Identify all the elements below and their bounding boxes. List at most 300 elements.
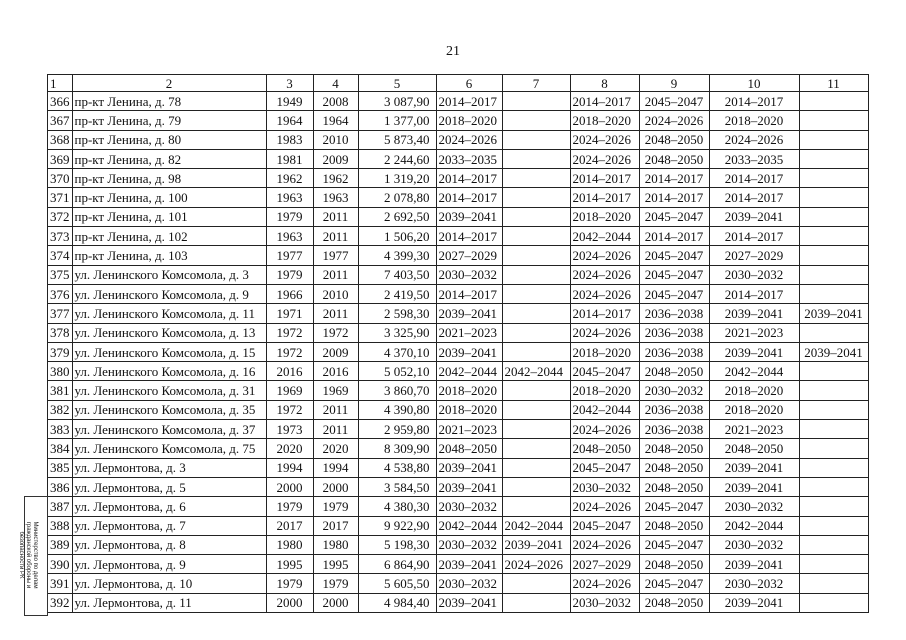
period-col8-cell: 2024–2026: [570, 323, 639, 342]
table-row: [48, 265, 869, 284]
address-cell: ул. Ленинского Комсомола, д. 15: [72, 342, 266, 361]
year-renovated-cell: 1995: [313, 555, 358, 574]
period-col10-cell: 2018–2020: [709, 381, 799, 400]
period-col6-cell: 2042–2044: [436, 362, 502, 381]
year-built-cell: 1979: [266, 265, 313, 284]
year-built-cell: 1971: [266, 304, 313, 323]
column-header-1: 1: [48, 75, 73, 92]
table-row: [48, 516, 869, 535]
row-number-cell: 373: [48, 227, 73, 246]
year-built-cell: 2016: [266, 362, 313, 381]
area-cell: 9 922,90: [358, 516, 436, 535]
table-row: [48, 381, 869, 400]
period-col10-cell: 2014–2017: [709, 92, 799, 111]
period-col10-cell: 2014–2017: [709, 227, 799, 246]
year-renovated-cell: 2011: [313, 304, 358, 323]
address-cell: пр-кт Ленина, д. 103: [72, 246, 266, 265]
stamp-text: [16, 490, 38, 620]
year-built-cell: 1980: [266, 535, 313, 554]
year-built-cell: 1972: [266, 342, 313, 361]
address-cell: пр-кт Ленина, д. 82: [72, 149, 266, 168]
area-cell: 8 309,90: [358, 439, 436, 458]
period-col9-cell: 2045–2047: [639, 265, 709, 284]
period-col7-cell: 2042–2044: [502, 362, 570, 381]
period-col11-cell: [799, 420, 868, 439]
period-col9-cell: 2045–2047: [639, 207, 709, 226]
period-col9-cell: 2048–2050: [639, 439, 709, 458]
period-col9-cell: 2045–2047: [639, 497, 709, 516]
period-col9-cell: 2014–2017: [639, 188, 709, 207]
period-col6-cell: 2033–2035: [436, 149, 502, 168]
period-col6-cell: 2030–2032: [436, 497, 502, 516]
table-row: [48, 111, 869, 130]
table-row: [48, 169, 869, 188]
period-col8-cell: 2030–2032: [570, 477, 639, 496]
period-col7-cell: [502, 458, 570, 477]
period-col8-cell: 2045–2047: [570, 362, 639, 381]
area-cell: 3 584,50: [358, 477, 436, 496]
year-renovated-cell: 2017: [313, 516, 358, 535]
period-col8-cell: 2027–2029: [570, 555, 639, 574]
year-built-cell: 2000: [266, 593, 313, 612]
address-cell: пр-кт Ленина, д. 98: [72, 169, 266, 188]
address-cell: ул. Лермонтова, д. 3: [72, 458, 266, 477]
row-number-cell: 375: [48, 265, 73, 284]
period-col10-cell: 2014–2017: [709, 284, 799, 303]
period-col6-cell: 2024–2026: [436, 130, 502, 149]
row-number-cell: 379: [48, 342, 73, 361]
period-col6-cell: 2030–2032: [436, 265, 502, 284]
table-row: [48, 497, 869, 516]
area-cell: 3 087,90: [358, 92, 436, 111]
period-col8-cell: 2018–2020: [570, 111, 639, 130]
period-col8-cell: 2024–2026: [570, 420, 639, 439]
period-col11-cell: [799, 169, 868, 188]
period-col11-cell: [799, 149, 868, 168]
stamp: [6, 496, 54, 616]
address-cell: ул. Ленинского Комсомола, д. 11: [72, 304, 266, 323]
row-number-cell: 376: [48, 284, 73, 303]
period-col11-cell: [799, 516, 868, 535]
area-cell: 4 399,30: [358, 246, 436, 265]
address-cell: ул. Лермонтова, д. 11: [72, 593, 266, 612]
period-col9-cell: 2048–2050: [639, 149, 709, 168]
period-col7-cell: [502, 111, 570, 130]
area-cell: 4 984,40: [358, 593, 436, 612]
stamp-line: Министерство по делам: [32, 521, 38, 589]
area-cell: 5 052,10: [358, 362, 436, 381]
table-row: [48, 246, 869, 265]
year-renovated-cell: 2011: [313, 265, 358, 284]
year-built-cell: 1994: [266, 458, 313, 477]
period-col11-cell: [799, 477, 868, 496]
period-col8-cell: 2048–2050: [570, 439, 639, 458]
period-col6-cell: 2027–2029: [436, 246, 502, 265]
period-col7-cell: 2042–2044: [502, 516, 570, 535]
period-col8-cell: 2018–2020: [570, 207, 639, 226]
column-header-8: 8: [570, 75, 639, 92]
area-cell: 5 605,50: [358, 574, 436, 593]
period-col6-cell: 2039–2041: [436, 304, 502, 323]
row-number-cell: 387: [48, 497, 73, 516]
area-cell: 2 244,60: [358, 149, 436, 168]
row-number-cell: 371: [48, 188, 73, 207]
year-renovated-cell: 2000: [313, 593, 358, 612]
period-col6-cell: 2039–2041: [436, 477, 502, 496]
period-col11-cell: [799, 439, 868, 458]
period-col9-cell: 2048–2050: [639, 458, 709, 477]
area-cell: 2 959,80: [358, 420, 436, 439]
period-col8-cell: 2024–2026: [570, 284, 639, 303]
column-header-11: 11: [799, 75, 868, 92]
address-cell: ул. Ленинского Комсомола, д. 31: [72, 381, 266, 400]
period-col11-cell: [799, 323, 868, 342]
period-col6-cell: 2021–2023: [436, 323, 502, 342]
header-row: [48, 75, 869, 92]
period-col8-cell: 2018–2020: [570, 342, 639, 361]
area-cell: 4 538,80: [358, 458, 436, 477]
period-col6-cell: 2014–2017: [436, 284, 502, 303]
period-col11-cell: [799, 227, 868, 246]
address-cell: ул. Ленинского Комсомола, д. 9: [72, 284, 266, 303]
period-col11-cell: [799, 381, 868, 400]
period-col10-cell: 2042–2044: [709, 362, 799, 381]
period-col8-cell: 2042–2044: [570, 400, 639, 419]
period-col9-cell: 2048–2050: [639, 477, 709, 496]
period-col9-cell: 2048–2050: [639, 362, 709, 381]
year-built-cell: 1962: [266, 169, 313, 188]
area-cell: 4 380,30: [358, 497, 436, 516]
year-built-cell: 2000: [266, 477, 313, 496]
row-number-cell: 372: [48, 207, 73, 226]
year-renovated-cell: 1977: [313, 246, 358, 265]
period-col6-cell: 2039–2041: [436, 207, 502, 226]
period-col10-cell: 2039–2041: [709, 342, 799, 361]
address-cell: пр-кт Ленина, д. 78: [72, 92, 266, 111]
period-col10-cell: 2030–2032: [709, 265, 799, 284]
period-col9-cell: 2024–2026: [639, 111, 709, 130]
table-row: [48, 207, 869, 226]
period-col9-cell: 2014–2017: [639, 227, 709, 246]
period-col9-cell: 2045–2047: [639, 284, 709, 303]
year-renovated-cell: 1972: [313, 323, 358, 342]
period-col10-cell: 2024–2026: [709, 130, 799, 149]
row-number-cell: 366: [48, 92, 73, 111]
area-cell: 4 390,80: [358, 400, 436, 419]
period-col7-cell: [502, 593, 570, 612]
period-col9-cell: 2048–2050: [639, 130, 709, 149]
table-row: [48, 323, 869, 342]
year-built-cell: 1979: [266, 574, 313, 593]
column-header-3: 3: [266, 75, 313, 92]
period-col8-cell: 2014–2017: [570, 188, 639, 207]
address-cell: пр-кт Ленина, д. 102: [72, 227, 266, 246]
period-col7-cell: [502, 284, 570, 303]
year-built-cell: 1963: [266, 188, 313, 207]
row-number-cell: 383: [48, 420, 73, 439]
period-col8-cell: 2030–2032: [570, 593, 639, 612]
period-col10-cell: 2039–2041: [709, 593, 799, 612]
page-number: 21: [446, 44, 460, 59]
period-col9-cell: 2036–2038: [639, 323, 709, 342]
period-col7-cell: [502, 92, 570, 111]
table-row: [48, 458, 869, 477]
period-col6-cell: 2039–2041: [436, 342, 502, 361]
period-col7-cell: [502, 169, 570, 188]
row-number-cell: 388: [48, 516, 73, 535]
area-cell: 2 419,50: [358, 284, 436, 303]
period-col11-cell: [799, 574, 868, 593]
year-renovated-cell: 2011: [313, 227, 358, 246]
year-built-cell: 1963: [266, 227, 313, 246]
area-cell: 1 377,00: [358, 111, 436, 130]
row-number-cell: 385: [48, 458, 73, 477]
year-renovated-cell: 1964: [313, 111, 358, 130]
period-col11-cell: [799, 497, 868, 516]
period-col11-cell: [799, 111, 868, 130]
period-col11-cell: [799, 400, 868, 419]
period-col10-cell: 2030–2032: [709, 497, 799, 516]
year-built-cell: 1979: [266, 207, 313, 226]
period-col10-cell: 2048–2050: [709, 439, 799, 458]
year-renovated-cell: 2011: [313, 207, 358, 226]
year-built-cell: 1995: [266, 555, 313, 574]
year-built-cell: 2020: [266, 439, 313, 458]
period-col9-cell: 2045–2047: [639, 92, 709, 111]
row-number-cell: 380: [48, 362, 73, 381]
period-col6-cell: 2030–2032: [436, 574, 502, 593]
schedule-table: [47, 74, 869, 613]
period-col10-cell: 2014–2017: [709, 188, 799, 207]
year-renovated-cell: 2011: [313, 400, 358, 419]
row-number-cell: 382: [48, 400, 73, 419]
period-col11-cell: [799, 555, 868, 574]
period-col8-cell: 2024–2026: [570, 535, 639, 554]
stamp-line: гражданской обороны и: [25, 521, 31, 589]
period-col7-cell: [502, 304, 570, 323]
period-col11-cell: [799, 593, 868, 612]
year-built-cell: 1949: [266, 92, 313, 111]
address-cell: ул. Ленинского Комсомола, д. 13: [72, 323, 266, 342]
year-built-cell: 2017: [266, 516, 313, 535]
year-built-cell: 1983: [266, 130, 313, 149]
period-col11-cell: [799, 362, 868, 381]
address-cell: ул. Лермонтова, д. 7: [72, 516, 266, 535]
area-cell: 7 403,50: [358, 265, 436, 284]
period-col11-cell: [799, 92, 868, 111]
row-number-cell: 392: [48, 593, 73, 612]
year-renovated-cell: 2020: [313, 439, 358, 458]
column-header-10: 10: [709, 75, 799, 92]
year-renovated-cell: 2009: [313, 149, 358, 168]
row-number-cell: 374: [48, 246, 73, 265]
area-cell: 3 860,70: [358, 381, 436, 400]
address-cell: пр-кт Ленина, д. 80: [72, 130, 266, 149]
period-col10-cell: 2014–2017: [709, 169, 799, 188]
period-col8-cell: 2024–2026: [570, 497, 639, 516]
table-row: [48, 535, 869, 554]
period-col10-cell: 2039–2041: [709, 304, 799, 323]
period-col6-cell: 2014–2017: [436, 169, 502, 188]
year-renovated-cell: 2000: [313, 477, 358, 496]
area-cell: 6 864,90: [358, 555, 436, 574]
row-number-cell: 381: [48, 381, 73, 400]
area-cell: 3 325,90: [358, 323, 436, 342]
column-header-4: 4: [313, 75, 358, 92]
period-col8-cell: 2045–2047: [570, 458, 639, 477]
period-col8-cell: 2024–2026: [570, 149, 639, 168]
table-row: [48, 574, 869, 593]
period-col9-cell: 2045–2047: [639, 246, 709, 265]
address-cell: ул. Лермонтова, д. 10: [72, 574, 266, 593]
table-row: [48, 130, 869, 149]
area-cell: 2 692,50: [358, 207, 436, 226]
period-col7-cell: [502, 497, 570, 516]
year-built-cell: 1969: [266, 381, 313, 400]
period-col6-cell: 2014–2017: [436, 188, 502, 207]
area-cell: 1 319,20: [358, 169, 436, 188]
address-cell: ул. Лермонтова, д. 9: [72, 555, 266, 574]
year-built-cell: 1977: [266, 246, 313, 265]
address-cell: ул. Лермонтова, д. 5: [72, 477, 266, 496]
year-renovated-cell: 1994: [313, 458, 358, 477]
area-cell: 5 198,30: [358, 535, 436, 554]
period-col6-cell: 2048–2050: [436, 439, 502, 458]
period-col6-cell: 2018–2020: [436, 400, 502, 419]
period-col9-cell: 2036–2038: [639, 420, 709, 439]
table-row: [48, 342, 869, 361]
table-row: [48, 593, 869, 612]
period-col11-cell: [799, 246, 868, 265]
row-number-cell: 386: [48, 477, 73, 496]
period-col7-cell: [502, 381, 570, 400]
row-number-cell: 378: [48, 323, 73, 342]
period-col11-cell: 2039–2041: [799, 342, 868, 361]
address-cell: пр-кт Ленина, д. 101: [72, 207, 266, 226]
period-col11-cell: [799, 284, 868, 303]
period-col9-cell: 2048–2050: [639, 555, 709, 574]
year-renovated-cell: 2016: [313, 362, 358, 381]
period-col10-cell: 2030–2032: [709, 574, 799, 593]
period-col9-cell: 2036–2038: [639, 304, 709, 323]
period-col8-cell: 2024–2026: [570, 130, 639, 149]
area-cell: 2 078,80: [358, 188, 436, 207]
row-number-cell: 389: [48, 535, 73, 554]
period-col6-cell: 2014–2017: [436, 92, 502, 111]
year-built-cell: 1981: [266, 149, 313, 168]
period-col7-cell: 2024–2026: [502, 555, 570, 574]
table-row: [48, 362, 869, 381]
year-renovated-cell: 2010: [313, 130, 358, 149]
period-col10-cell: 2042–2044: [709, 516, 799, 535]
table-row: [48, 420, 869, 439]
period-col9-cell: 2045–2047: [639, 574, 709, 593]
year-built-cell: 1966: [266, 284, 313, 303]
period-col9-cell: 2048–2050: [639, 593, 709, 612]
period-col7-cell: 2039–2041: [502, 535, 570, 554]
address-cell: ул. Ленинского Комсомола, д. 3: [72, 265, 266, 284]
year-renovated-cell: 1963: [313, 188, 358, 207]
period-col11-cell: 2039–2041: [799, 304, 868, 323]
period-col8-cell: 2014–2017: [570, 304, 639, 323]
column-header-6: 6: [436, 75, 502, 92]
period-col10-cell: 2021–2023: [709, 420, 799, 439]
period-col10-cell: 2018–2020: [709, 111, 799, 130]
column-header-5: 5: [358, 75, 436, 92]
period-col7-cell: [502, 149, 570, 168]
period-col7-cell: [502, 439, 570, 458]
row-number-cell: 384: [48, 439, 73, 458]
period-col6-cell: 2014–2017: [436, 227, 502, 246]
year-built-cell: 1972: [266, 400, 313, 419]
table-row: [48, 555, 869, 574]
period-col9-cell: 2030–2032: [639, 381, 709, 400]
area-cell: 5 873,40: [358, 130, 436, 149]
period-col11-cell: [799, 535, 868, 554]
period-col9-cell: 2036–2038: [639, 400, 709, 419]
year-built-cell: 1979: [266, 497, 313, 516]
period-col8-cell: 2024–2026: [570, 265, 639, 284]
year-renovated-cell: 2008: [313, 92, 358, 111]
period-col7-cell: [502, 400, 570, 419]
year-renovated-cell: 1969: [313, 381, 358, 400]
period-col9-cell: 2048–2050: [639, 516, 709, 535]
period-col7-cell: [502, 246, 570, 265]
row-number-cell: 367: [48, 111, 73, 130]
period-col6-cell: 2018–2020: [436, 111, 502, 130]
table-row: [48, 400, 869, 419]
period-col10-cell: 2039–2041: [709, 458, 799, 477]
area-cell: 1 506,20: [358, 227, 436, 246]
period-col7-cell: [502, 130, 570, 149]
period-col8-cell: 2014–2017: [570, 169, 639, 188]
year-renovated-cell: 2009: [313, 342, 358, 361]
period-col6-cell: 2039–2041: [436, 458, 502, 477]
address-cell: ул. Ленинского Комсомола, д. 16: [72, 362, 266, 381]
year-renovated-cell: 1979: [313, 574, 358, 593]
period-col11-cell: [799, 265, 868, 284]
table-row: [48, 92, 869, 111]
row-number-cell: 391: [48, 574, 73, 593]
year-renovated-cell: 1979: [313, 497, 358, 516]
area-cell: 2 598,30: [358, 304, 436, 323]
year-built-cell: 1964: [266, 111, 313, 130]
row-number-cell: 370: [48, 169, 73, 188]
table-row: [48, 227, 869, 246]
period-col11-cell: [799, 188, 868, 207]
row-number-cell: 369: [48, 149, 73, 168]
address-cell: ул. Ленинского Комсомола, д. 75: [72, 439, 266, 458]
period-col10-cell: 2018–2020: [709, 400, 799, 419]
year-built-cell: 1972: [266, 323, 313, 342]
period-col10-cell: 2039–2041: [709, 207, 799, 226]
period-col8-cell: 2045–2047: [570, 516, 639, 535]
period-col7-cell: [502, 227, 570, 246]
row-number-cell: 377: [48, 304, 73, 323]
year-renovated-cell: 2010: [313, 284, 358, 303]
year-renovated-cell: 2011: [313, 420, 358, 439]
period-col10-cell: 2027–2029: [709, 246, 799, 265]
period-col7-cell: [502, 188, 570, 207]
period-col6-cell: 2039–2041: [436, 555, 502, 574]
period-col6-cell: 2021–2023: [436, 420, 502, 439]
period-col11-cell: [799, 207, 868, 226]
table-row: [48, 149, 869, 168]
period-col7-cell: [502, 574, 570, 593]
period-col7-cell: [502, 265, 570, 284]
address-cell: ул. Ленинского Комсомола, д. 37: [72, 420, 266, 439]
address-cell: пр-кт Ленина, д. 79: [72, 111, 266, 130]
